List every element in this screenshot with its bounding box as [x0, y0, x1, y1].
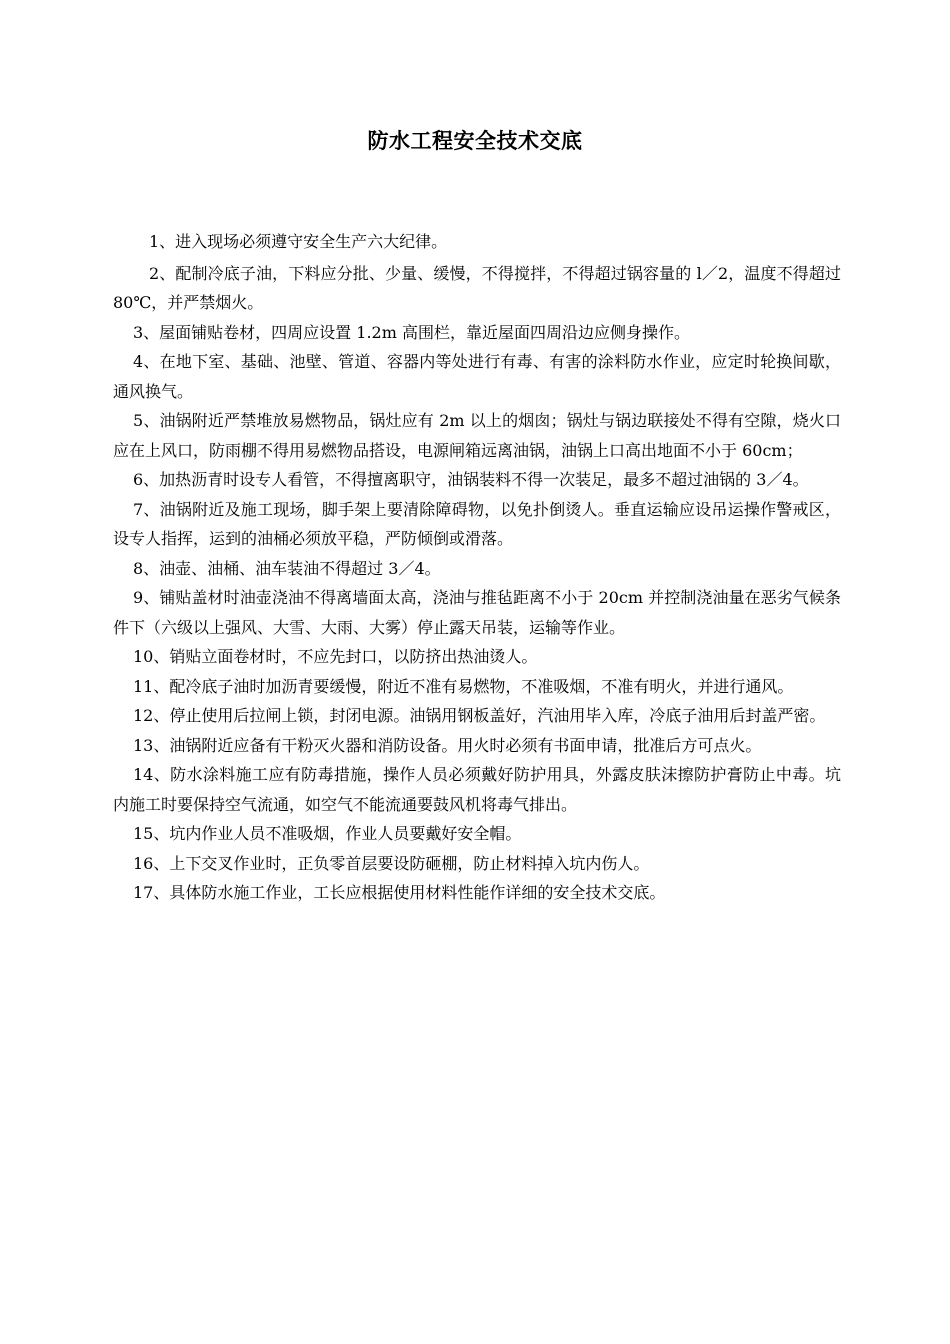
- safety-item-5: 5、油锅附近严禁堆放易燃物品，锅灶应有 2m 以上的烟囱；锅灶与锅边联接处不得有空隙，烧火口应在上风口，防雨棚不得用易燃物品搭设，电源闸箱远离油锅，油锅上口高出地面不小于 60cm；: [113, 411, 841, 460]
- safety-item-9: 9、铺贴盖材时油壶浇油不得离墙面太高，浇油与推毡距离不小于 20cm 并控制浇油量在恶劣气候条件下（六级以上强风、大雪、大雨、大雾）停止露天吊装，运输等作业。: [113, 588, 841, 637]
- document-title: 防水工程安全技术交底: [367, 128, 583, 153]
- safety-item-8: 8、油壶、油桶、油车装油不得超过 3／4。: [133, 558, 441, 578]
- safety-item-1: 1、进入现场必须遵守安全生产六大纪律。: [149, 232, 448, 251]
- safety-item-15: 15、坑内作业人员不准吸烟，作业人员要戴好安全帽。: [133, 824, 522, 843]
- safety-item-4: 4、在地下室、基础、池壁、管道、容器内等处进行有毒、有害的涂料防水作业，应定时轮换间歇，通风换气。: [113, 352, 841, 401]
- safety-item-10: 10、销贴立面卷材时，不应先封口，以防挤出热油烫人。: [133, 647, 538, 666]
- safety-item-3: 3、屋面铺贴卷材，四周应设置 1.2m 高围栏，靠近屋面四周沿边应侧身操作。: [133, 322, 690, 342]
- safety-item-11: 11、配冷底子油时加沥青要缓慢，附近不准有易燃物，不准吸烟，不准有明火，并进行通风。: [133, 676, 794, 696]
- safety-item-7: 7、油锅附近及施工现场，脚手架上要清除障碍物，以免扑倒烫人。垂直运输应设吊运操作警戒区，设专人指挥，运到的油桶必须放平稳，严防倾倒或滑落。: [113, 499, 841, 548]
- safety-item-16: 16、上下交叉作业时，正负零首层要设防砸棚，防止材料掉入坑内伤人。: [133, 853, 650, 873]
- safety-item-17: 17、具体防水施工作业，工长应根据使用材料性能作详细的安全技术交底。: [133, 883, 666, 902]
- safety-item-12: 12、停止使用后拉闸上锁，封闭电源。油锅用钢板盖好，汽油用毕入库，冷底子油用后封盖严密。: [133, 706, 826, 725]
- safety-items-list: [113, 227, 841, 908]
- safety-item-13: 13、油锅附近应备有干粉灭火器和消防设备。用火时必须有书面申请，批准后方可点火。: [133, 735, 762, 755]
- safety-item-14: 14、防水涂料施工应有防毒措施，操作人员必须戴好防护用具，外露皮肤沫擦防护膏防止中毒。坑内施工时要保持空气流通，如空气不能流通要鼓风机将毒气排出。: [113, 765, 841, 814]
- safety-item-2: 2、配制冷底子油，下料应分批、少量、缓慢，不得搅拌，不得超过锅容量的 l／2，温度不得超过 80℃，并严禁烟火。: [113, 263, 841, 312]
- safety-item-6: 6、加热沥青时设专人看管，不得擅离职守，油锅装料不得一次装足，最多不超过油锅的 3／4。: [133, 470, 809, 489]
